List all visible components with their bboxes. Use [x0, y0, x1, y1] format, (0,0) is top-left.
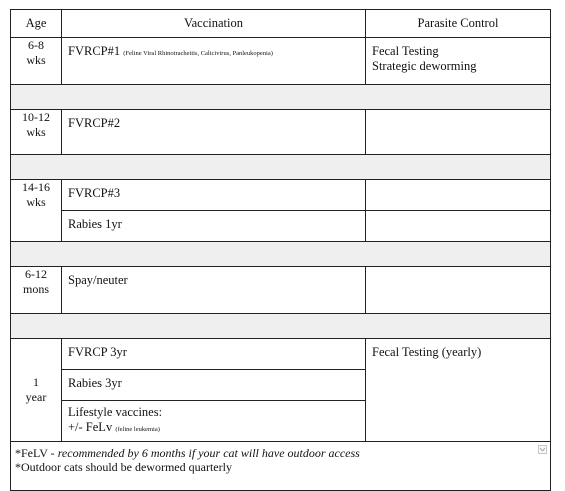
vaccination-schedule-table	[10, 9, 551, 491]
spacer-row	[11, 155, 551, 180]
parasite-item: Strategic deworming	[372, 59, 477, 73]
vaccine-name: +/- FeLv	[68, 420, 113, 434]
vaccine-cell: Rabies 3yr	[62, 370, 366, 401]
spacer-row	[11, 314, 551, 339]
felv-note-prefix: *FeLV -	[15, 446, 58, 460]
parasite-cell	[366, 110, 551, 155]
vaccine-note: (feline leukemia)	[115, 426, 160, 433]
header-row	[11, 10, 551, 38]
parasite-control-header: Parasite Control	[366, 10, 551, 38]
age-cell: 1 year	[11, 339, 62, 442]
table-row	[11, 110, 551, 155]
table-row	[11, 339, 551, 370]
notes-row	[11, 442, 551, 491]
scroll-down-arrow-icon[interactable]	[538, 445, 547, 454]
vaccine-note: (Feline Viral Rhinotracheitis, Calicivirus, Panleukopenia)	[123, 50, 273, 57]
table-row	[11, 211, 551, 242]
table-row	[11, 38, 551, 85]
parasite-cell	[366, 38, 551, 85]
vaccine-cell: Rabies 1yr	[62, 211, 366, 242]
vaccination-header: Vaccination	[62, 10, 366, 38]
age-cell: 10-12 wks	[11, 110, 62, 155]
vaccine-cell: FVRCP 3yr	[62, 339, 366, 370]
vaccine-cell: Spay/neuter	[62, 267, 366, 314]
notes-cell	[11, 442, 551, 491]
vaccine-cell	[62, 401, 366, 442]
table-row	[11, 180, 551, 211]
parasite-cell	[366, 211, 551, 242]
vaccine-name: FVRCP#1	[68, 44, 121, 58]
vaccine-cell: FVRCP#3	[62, 180, 366, 211]
vaccine-name: Lifestyle vaccines:	[68, 405, 163, 419]
vaccine-cell: FVRCP#2	[62, 110, 366, 155]
spacer-row	[11, 85, 551, 110]
deworming-note: *Outdoor cats should be dewormed quarterly	[15, 460, 232, 474]
spacer-row	[11, 242, 551, 267]
age-cell: 6-12 mons	[11, 267, 62, 314]
vaccine-cell	[62, 38, 366, 85]
parasite-cell: Fecal Testing (yearly)	[366, 339, 551, 442]
parasite-item: Fecal Testing	[372, 44, 439, 58]
felv-note-text: recommended by 6 months if your cat will have outdoor access	[57, 446, 360, 460]
age-cell: 14-16 wks	[11, 180, 62, 242]
table-row	[11, 267, 551, 314]
parasite-cell	[366, 267, 551, 314]
age-cell: 6-8 wks	[11, 38, 62, 85]
age-header: Age	[11, 10, 62, 38]
parasite-cell	[366, 180, 551, 211]
